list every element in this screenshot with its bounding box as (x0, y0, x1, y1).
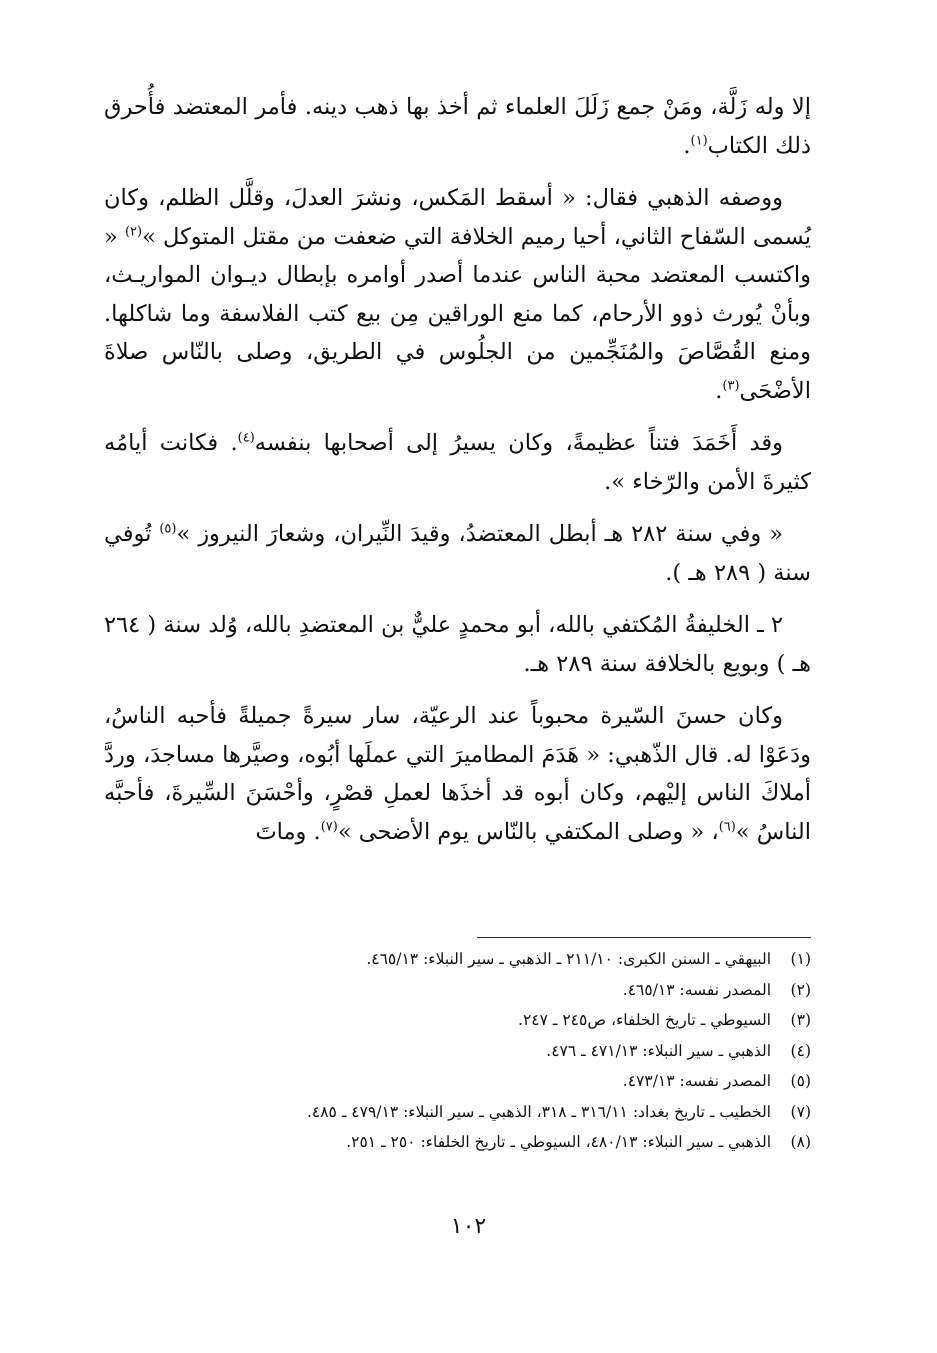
footnote-number: (١) (790, 950, 811, 968)
footnote-ref: (٤) (237, 430, 255, 446)
footnotes (104, 944, 811, 1158)
paragraph-text: وقد أَخَمَدَ فتناً عظيمةً، وكان يسيرُ إلى أصحابها بنفسه (254, 430, 783, 456)
paragraph-text: ، « وصلى المكتفي بالنّاس يوم الأضحى » (337, 818, 719, 845)
paragraph-text: « واكتسب المعتضد محبة الناس عندما أصدر أوامره بإبطال ديـوان المواريـث، وبأنْ يُورث ذوو الأرحام، كما منع الوراقين مِن بيع كتب الفلاسفة وما شاكلها. ومنع القُصَّاصَ والمُنَجِّمين من الجلُوس في الطريق، وصلى بالنّاس صلاةَ الأضْحَى (104, 223, 811, 404)
footnote-text: البيهقي ـ السنن الكبرى: ٢١١/١٠ ـ الذهبي ـ سير النبلاء: ٤٦٥/١٣. (366, 950, 771, 968)
footnote-number: (٥) (790, 1072, 811, 1090)
footnote-ref: (٧) (320, 819, 338, 834)
paragraph-text: . (683, 132, 691, 159)
footnote-item (104, 1036, 811, 1067)
footnote-number: (٢) (790, 980, 811, 999)
paragraph-p4 (104, 515, 811, 592)
body-text (104, 88, 811, 865)
paragraph-text: « وفي سنة ٢٨٢ هـ أبطل المعتضدُ، وقيدَ النِّيران، وشعارَ النيروز » (176, 521, 783, 547)
footnote-number: (٧) (790, 1102, 811, 1121)
paragraph-text: . وماتَ (255, 818, 321, 845)
paragraph-p3 (104, 424, 811, 501)
paragraph-p5 (104, 606, 811, 683)
footnote-text: السيوطي ـ تاريخ الخلفاء، ص٢٤٥ ـ ٢٤٧. (518, 1011, 771, 1029)
paragraph-text: وكان حسنَ السّيرة محبوباً عند الرعيّة، سار سيرةً جميلةً فأحبه الناسُ، ودَعَوْا له. قال الذّهبي: « هَدَمَ المطاميرَ التي عملَها أبُوه، وصيَّرها مساجدَ، وردَّ أملاكَ الناس إليْهم، وكان أبوه قد أخذَها لعملِ قصْرٍ، وأحْسَنَ السِّيرةَ، فأحبَّه الناسُ » (104, 703, 811, 845)
footnote-ref: (٢) (124, 224, 143, 239)
footnote-item (104, 1066, 811, 1097)
footnote-text: المصدر نفسه: ٤٦٥/١٣. (622, 980, 771, 999)
paragraph-text: . (715, 377, 723, 404)
footnote-ref: (٥) (159, 521, 177, 537)
page-number: ١٠٢ (450, 1214, 487, 1239)
footnote-text: الخطيب ـ تاريخ بغداد: ٣١٦/١١ ـ ٣١٨، الذهبي ـ سير النبلاء: ٤٧٩/١٣ ـ ٤٨٥. (306, 1102, 771, 1121)
paragraph-text: ٢ ـ الخليفةُ المُكتفي بالله، أبو محمدٍ عليٌّ بن المعتضدِ بالله، وُلد سنة ( ٢٦٤ هـ ) وبويع بالخلافة سنة ٢٨٩ هـ. (104, 612, 811, 677)
footnote-item (104, 1097, 811, 1128)
paragraph-p6 (104, 697, 811, 851)
footnote-ref: (١) (690, 133, 708, 148)
paragraph-p1 (104, 88, 811, 165)
footnote-divider (477, 937, 811, 938)
footnote-text: الذهبي ـ سير النبلاء: ٤٨٠/١٣، السيوطي ـ تاريخ الخلفاء: ٢٥٠ ـ ٢٥١. (346, 1133, 771, 1151)
footnote-item (104, 1127, 811, 1158)
paragraph-text: ووصفه الذهبي فقال: « أسقط المَكس، ونشرَ العدلَ، وقلَّل الظلم، وكان يُسمى السّفاح الثاني، أحيا رميم الخلافة التي ضعفت من مقتل المتوكل » (104, 185, 812, 250)
paragraph-p2 (104, 179, 811, 410)
footnote-text: المصدر نفسه: ٤٧٣/١٣. (622, 1072, 771, 1090)
paragraph-text: تُوفي سنة ( ٢٨٩ هـ ). (104, 521, 811, 586)
footnote-ref: (٦) (718, 819, 736, 834)
footnote-number: (٣) (790, 1011, 811, 1029)
footnote-item (104, 944, 811, 975)
footnote-number: (٨) (790, 1133, 811, 1151)
footnote-text: الذهبي ـ سير النبلاء: ٤٧١/١٣ ـ ٤٧٦. (546, 1041, 771, 1060)
paragraph-text: إلا وله زَلَّة، ومَنْ جمع زَلَلَ العلماء ثم أخذ بها ذهب دينه. فأمر المعتضد فأُحرق ذلك الكتاب (104, 94, 811, 159)
paragraph-text: . فكانت أيامُه كثيرةَ الأمن والرّخاء ». (104, 430, 811, 495)
footnote-ref: (٣) (722, 378, 740, 393)
footnote-number: (٤) (790, 1041, 811, 1060)
footnote-item (104, 975, 811, 1006)
footnote-item (104, 1005, 811, 1036)
